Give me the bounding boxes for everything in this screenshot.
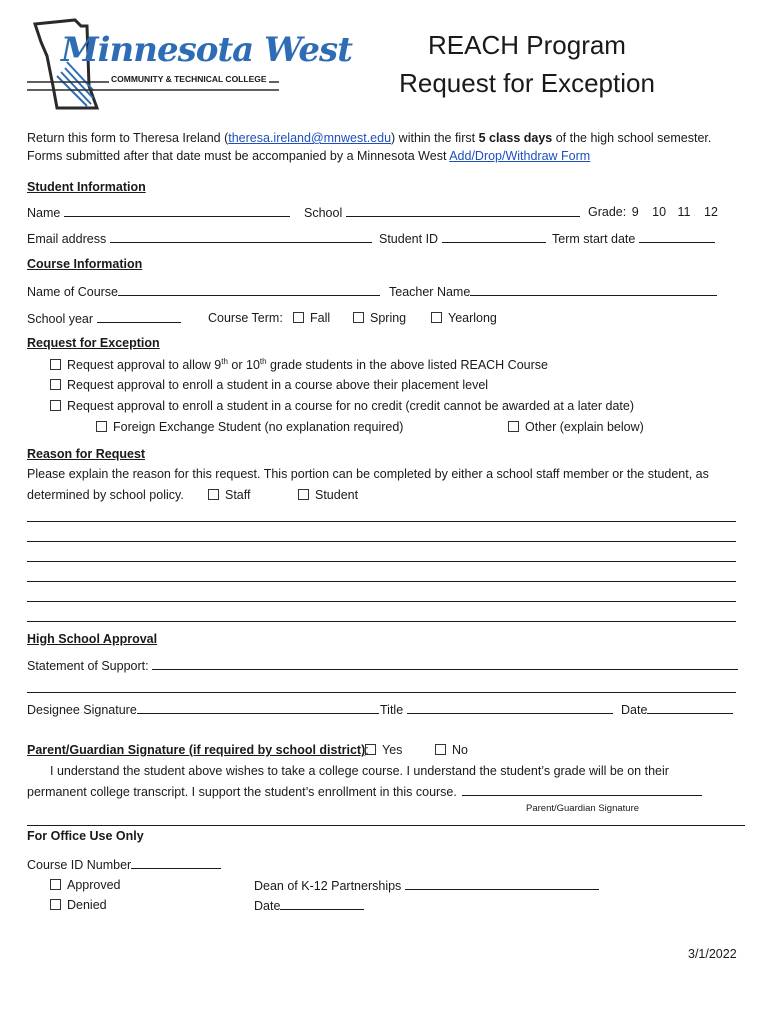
office-date-field[interactable]	[254, 898, 364, 913]
term-yearlong-checkbox[interactable]	[431, 311, 497, 325]
dean-field[interactable]	[254, 878, 599, 893]
exception-heading: Request for Exception	[27, 336, 160, 350]
grade-option-9[interactable]: 9	[631, 205, 639, 219]
intro-text: of the high school semester.	[552, 131, 712, 145]
parent-signature-label: Parent/Guardian Signature	[526, 803, 640, 814]
parent-heading-row	[27, 743, 369, 757]
parent-yes-checkbox[interactable]	[365, 743, 402, 757]
grade-option-10[interactable]: 10	[652, 205, 667, 219]
exception-option-placement[interactable]	[50, 378, 488, 392]
office-date-label: Date	[254, 899, 281, 913]
form-title-line1: REACH Program	[428, 30, 626, 60]
checkbox-icon	[208, 489, 219, 500]
checkbox-icon	[365, 744, 376, 755]
exception-option-no-credit[interactable]	[50, 399, 634, 413]
checkbox-icon	[293, 312, 304, 323]
deadline-text: 5 class days	[478, 131, 553, 145]
reason-line[interactable]	[27, 601, 736, 602]
statement-line[interactable]	[27, 692, 736, 693]
student-name-field[interactable]	[27, 205, 290, 220]
title-label: Title	[380, 703, 404, 717]
exception-option-grade[interactable]	[50, 357, 548, 372]
logo-name: Minnesota West	[61, 30, 352, 70]
designee-label: Designee Signature	[27, 703, 137, 717]
school-year-field[interactable]	[27, 311, 181, 326]
course-term-label: Course Term:	[208, 311, 283, 325]
intro-line2	[27, 149, 590, 163]
opt-text: Request approval to allow 9	[67, 358, 222, 373]
college-logo	[27, 16, 352, 112]
no-label: No	[452, 743, 468, 757]
approved-checkbox[interactable]	[50, 878, 121, 892]
name-label: Name	[27, 206, 61, 220]
opt-text: or 10	[227, 358, 260, 373]
intro-text: Forms submitted after that date must be accompanied by a Minnesota West	[27, 149, 450, 163]
opt-text: grade students in the above listed REACH Course	[266, 358, 548, 373]
reason-line[interactable]	[27, 621, 736, 622]
student-id-label: Student ID	[379, 232, 439, 246]
office-divider	[27, 825, 745, 826]
exception-option-foreign-exchange[interactable]	[96, 420, 403, 434]
parent-statement-2	[27, 784, 702, 799]
email-field[interactable]	[27, 231, 372, 246]
grade-field	[588, 205, 718, 219]
approval-date-label: Date	[621, 703, 648, 717]
approval-heading: High School Approval	[27, 632, 158, 646]
opt-sup: th	[259, 357, 267, 366]
grade-option-12[interactable]: 12	[704, 205, 718, 219]
approved-label: Approved	[67, 878, 121, 892]
designee-signature-field[interactable]	[27, 702, 379, 717]
term-yearlong-label: Yearlong	[448, 311, 497, 325]
checkbox-icon	[50, 379, 61, 390]
term-fall-checkbox[interactable]	[293, 311, 330, 325]
statement-of-support-field[interactable]	[27, 658, 738, 673]
form-title-line2: Request for Exception	[399, 68, 655, 98]
checkbox-icon	[508, 421, 519, 432]
dean-label: Dean of K-12 Partnerships	[254, 879, 402, 893]
checkbox-icon	[50, 899, 61, 910]
yes-label: Yes	[382, 743, 403, 757]
opt-text: Foreign Exchange Student (no explanation required)	[113, 420, 404, 434]
intro-text: Return this form to Theresa Ireland (	[27, 131, 229, 145]
reason-student-checkbox[interactable]	[298, 488, 358, 502]
checkbox-icon	[50, 879, 61, 890]
checkbox-icon	[353, 312, 364, 323]
reason-line[interactable]	[27, 541, 736, 542]
approval-date-field[interactable]	[621, 702, 733, 717]
exception-option-other[interactable]	[508, 420, 644, 434]
grade-label: Grade:	[588, 205, 627, 219]
term-spring-label: Spring	[370, 311, 407, 325]
term-start-field[interactable]	[552, 231, 715, 246]
course-name-label: Name of Course	[27, 285, 119, 299]
parent-colon: :	[365, 743, 369, 757]
opt-text: Request approval to enroll a student in a course above their placement level	[67, 378, 489, 392]
denied-checkbox[interactable]	[50, 898, 107, 912]
parent-no-checkbox[interactable]	[435, 743, 468, 757]
checkbox-icon	[50, 359, 61, 370]
student-school-field[interactable]	[304, 205, 580, 220]
term-spring-checkbox[interactable]	[353, 311, 406, 325]
reason-instructions: Please explain the reason for this request. This portion can be completed by either a school staff member or the student, as	[27, 467, 709, 481]
checkbox-icon	[431, 312, 442, 323]
intro-line1	[27, 131, 711, 145]
form-title	[367, 26, 687, 102]
reason-heading: Reason for Request	[27, 447, 146, 461]
checkbox-icon	[298, 489, 309, 500]
student-label: Student	[315, 488, 359, 502]
denied-label: Denied	[67, 898, 107, 912]
course-info-heading: Course Information	[27, 257, 143, 271]
add-drop-form-link[interactable]: Add/Drop/Withdraw Form	[449, 149, 591, 163]
reason-line[interactable]	[27, 581, 736, 582]
grade-option-11[interactable]: 11	[677, 205, 691, 219]
reason-line[interactable]	[27, 561, 736, 562]
office-heading: For Office Use Only	[27, 829, 144, 843]
student-id-field[interactable]	[379, 231, 546, 246]
staff-label: Staff	[225, 488, 251, 502]
parent-statement-1: I understand the student above wishes to take a college course. I understand the student’s grade will be on their	[50, 764, 669, 778]
teacher-name-field[interactable]	[389, 284, 717, 299]
statement-label: Statement of Support:	[27, 659, 149, 673]
student-info-heading: Student Information	[27, 180, 146, 194]
logo-subtitle: COMMUNITY & TECHNICAL COLLEGE	[111, 74, 267, 84]
term-start-label: Term start date	[552, 232, 636, 246]
opt-sup: th	[221, 357, 228, 366]
teacher-name-label: Teacher Name	[389, 285, 471, 299]
opt-text: Request approval to enroll a student in a course for no credit (credit cannot be awarded at a later date)	[67, 399, 634, 413]
reason-instructions-2: determined by school policy.	[27, 488, 184, 502]
opt-text: Other (explain below)	[525, 420, 644, 434]
course-id-field[interactable]	[27, 857, 221, 872]
checkbox-icon	[435, 744, 446, 755]
school-year-label: School year	[27, 312, 94, 326]
checkbox-icon	[50, 400, 61, 411]
parent-statement-text: permanent college transcript. I support the student’s enrollment in this course.	[27, 785, 457, 799]
title-field[interactable]	[380, 702, 613, 717]
course-name-field[interactable]	[27, 284, 380, 299]
parent-heading: Parent/Guardian Signature (if required by school district)	[27, 743, 366, 757]
term-fall-label: Fall	[310, 311, 331, 325]
reason-staff-checkbox[interactable]	[208, 488, 250, 502]
reason-line[interactable]	[27, 521, 736, 522]
course-id-label: Course ID Number	[27, 858, 132, 872]
revision-date: 3/1/2022	[688, 947, 737, 961]
school-label: School	[304, 206, 343, 220]
email-label: Email address	[27, 232, 107, 246]
parent-signature-line[interactable]	[462, 784, 702, 796]
checkbox-icon	[96, 421, 107, 432]
intro-text: ) within the first	[391, 131, 479, 145]
contact-email-link[interactable]: theresa.ireland@mnwest.edu	[228, 131, 392, 145]
